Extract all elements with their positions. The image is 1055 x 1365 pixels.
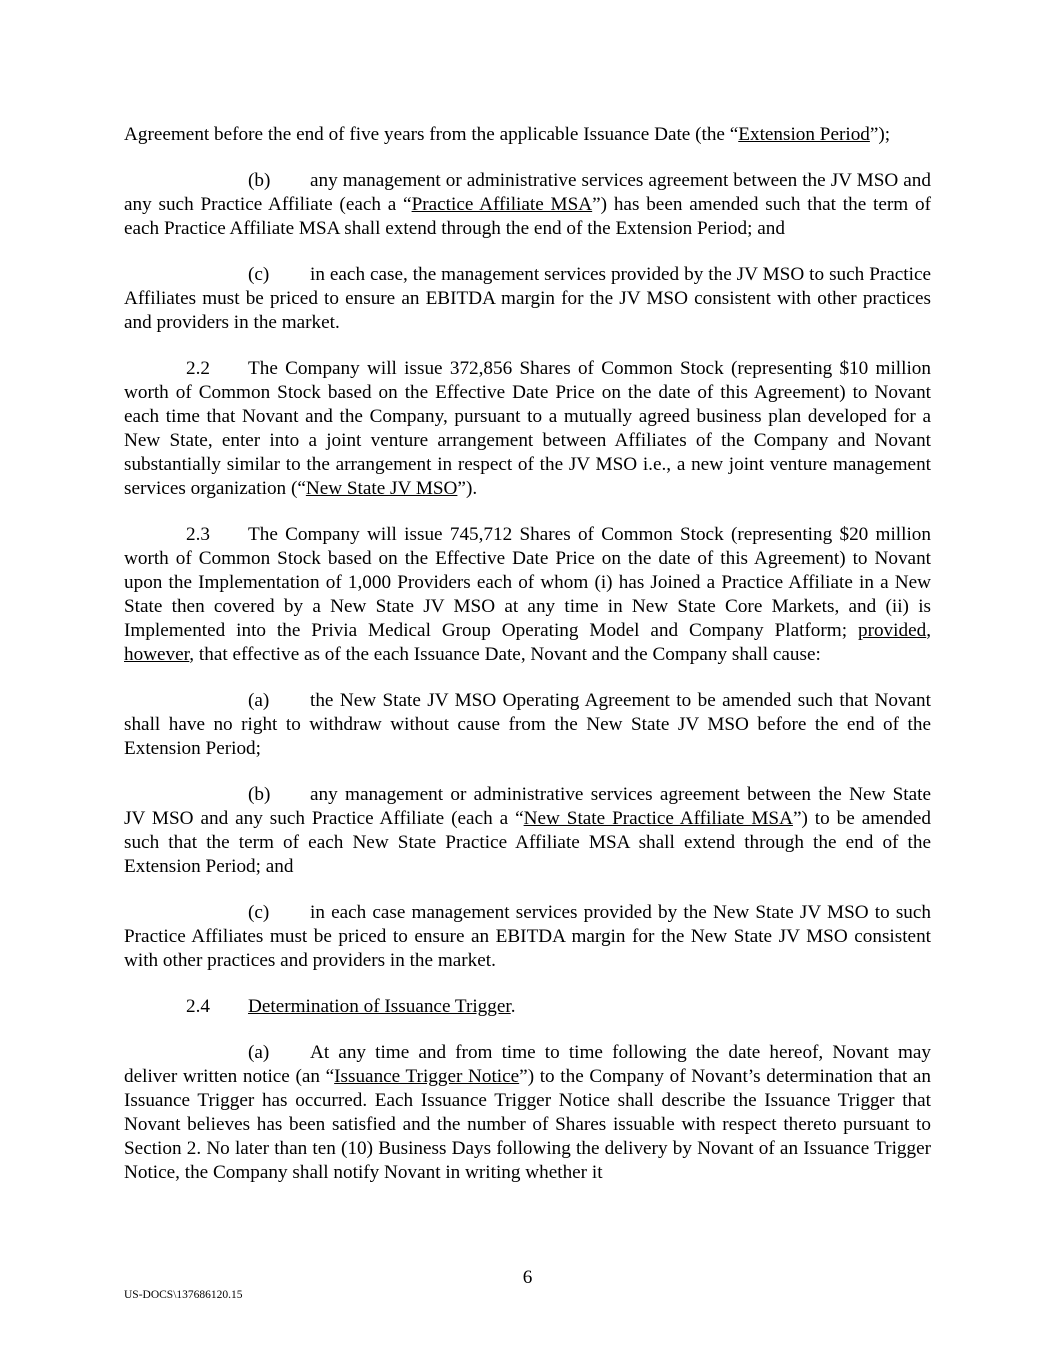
section-2-3 bbox=[124, 523, 931, 667]
text: the New State JV MSO Operating Agreement to be amended such that Novant shall have no right to withdraw without cause from the New State JV MSO before the end of the Extension Period; bbox=[124, 690, 931, 759]
text: ”). bbox=[457, 478, 478, 499]
text: . bbox=[510, 996, 516, 1017]
paragraph-2-3-a bbox=[124, 689, 931, 761]
paragraph-2-3-b bbox=[124, 783, 931, 879]
section-number: 2.3 bbox=[186, 524, 210, 545]
paragraph-extension-period bbox=[124, 123, 931, 147]
text: ”) to the Company of Novant’s determination that an Issuance Trigger has occurred. Each Issuance Trigger Notice shall describe the Issuance Trigger that Novant believes has been satisfied and the number of Shares issuable with respect thereto pursuant to Section 2. No later than ten (10) Business Days following the delivery by Novant of an Issuance Trigger Notice, the Company shall notify Novant in writing whether it bbox=[124, 1066, 931, 1183]
text: in each case, the management services provided by the JV MSO to such Practice Affiliates must be priced to ensure an EBITDA margin for the JV MSO consistent with other practices and providers in the market. bbox=[124, 264, 931, 333]
text: The Company will issue 745,712 Shares of Common Stock (representing $20 million worth of Common Stock based on the Effective Date Price on the date of this Agreement) to Novant upon the Implementation of 1,000 Providers each of whom (i) has Joined a Practice Affiliate in a New State then covered by a New State JV MSO at any time in New State Core Markets, and (ii) is Implemented into the Privia Medical Group Operating Model and Company Platform; bbox=[124, 524, 931, 641]
document-id: US-DOCS\137686120.15 bbox=[124, 1289, 243, 1301]
document-body bbox=[124, 123, 931, 1185]
text: At any time and from time to time following the date hereof, Novant may deliver written notice (an “ bbox=[124, 1042, 931, 1087]
clause-label: (c) bbox=[248, 902, 270, 923]
defined-term-new-state-practice-affiliate-msa: New State Practice Affiliate MSA bbox=[523, 808, 793, 829]
text: in each case management services provided by the New State JV MSO to such Practice Affiliates must be priced to ensure an EBITDA margin for the New State JV MSO consistent with other practices and providers in the market. bbox=[124, 902, 931, 971]
defined-term-issuance-trigger-notice: Issuance Trigger Notice bbox=[334, 1066, 520, 1087]
page-number: 6 bbox=[522, 1267, 533, 1288]
section-2-4-heading bbox=[124, 995, 931, 1019]
term-however: however bbox=[124, 644, 190, 665]
text: The Company will issue 372,856 Shares of Common Stock (representing $10 million worth of Common Stock based on the Effective Date Price on the date of this Agreement) to Novant each time that Novant and the Company, pursuant to a mutually agreed business plan developed for a New State, enter into a joint venture arrangement between Affiliates of the Company and Novant substantially similar to the arrangement in respect of the JV MSO i.e., a new joint venture management services organization (“ bbox=[124, 358, 931, 499]
text: ”); bbox=[869, 124, 891, 145]
paragraph-2-1-b bbox=[124, 169, 931, 241]
text: any management or administrative services agreement between the New State JV MSO and any such Practice Affiliate (each a “ bbox=[124, 784, 931, 829]
paragraph-2-3-c bbox=[124, 901, 931, 973]
defined-term-practice-affiliate-msa: Practice Affiliate MSA bbox=[411, 194, 593, 215]
text: ”) has been amended such that the term of each Practice Affiliate MSA shall extend through the end of the Extension Period; and bbox=[124, 194, 931, 239]
clause-label: (b) bbox=[248, 170, 271, 191]
text: ”) to be amended such that the term of each New State Practice Affiliate MSA shall extend through the end of the Extension Period; and bbox=[124, 808, 931, 877]
paragraph-2-4-a bbox=[124, 1041, 931, 1185]
section-number: 2.2 bbox=[186, 358, 210, 379]
section-2-2 bbox=[124, 357, 931, 501]
text: , that effective as of the each Issuance Date, Novant and the Company shall cause: bbox=[189, 644, 821, 665]
section-heading: Determination of Issuance Trigger bbox=[248, 996, 511, 1017]
defined-term-extension-period: Extension Period bbox=[738, 124, 870, 145]
clause-label: (a) bbox=[248, 1042, 270, 1063]
section-number: 2.4 bbox=[186, 996, 210, 1017]
clause-label: (c) bbox=[248, 264, 270, 285]
paragraph-2-1-c bbox=[124, 263, 931, 335]
clause-label: (b) bbox=[248, 784, 271, 805]
defined-term-new-state-jv-mso: New State JV MSO bbox=[305, 478, 458, 499]
term-provided: provided bbox=[857, 620, 927, 641]
clause-label: (a) bbox=[248, 690, 270, 711]
text: , bbox=[926, 620, 931, 641]
text: any management or administrative services agreement between the JV MSO and any such Practice Affiliate (each a “ bbox=[124, 170, 931, 215]
text: Agreement before the end of five years from the applicable Issuance Date (the “ bbox=[124, 124, 739, 145]
